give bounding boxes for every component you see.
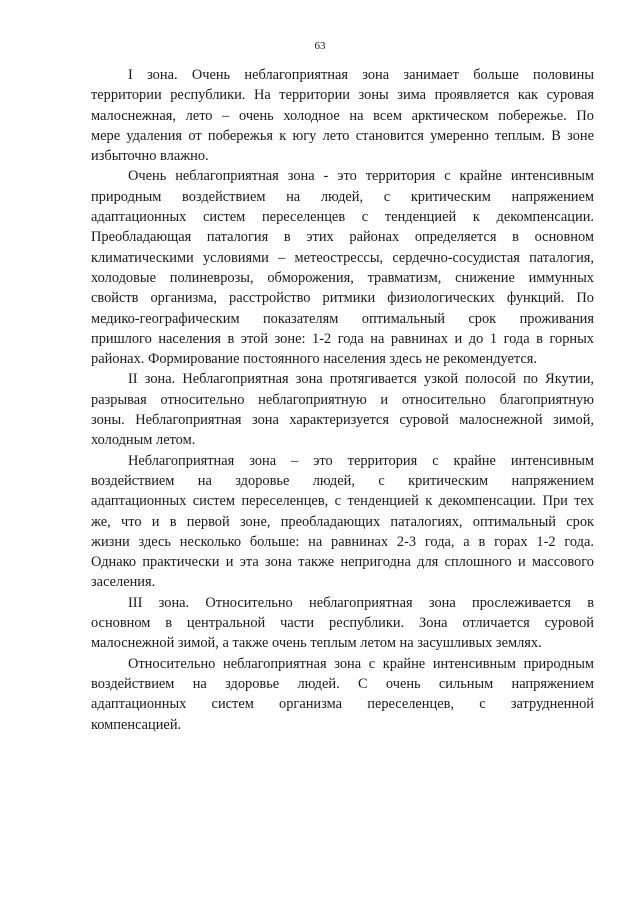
- text-line: избыточно влажно.: [91, 148, 209, 165]
- text-line: природным воздействием на людей, с критическим напряжением: [91, 188, 594, 205]
- page-number: 63: [314, 40, 326, 52]
- text-line: адаптационных систем переселенцев с тенденцией к декомпенсации.: [91, 209, 594, 226]
- paragraph: [91, 166, 594, 369]
- text-line: свойств организма, расстройство ритмики физиологических функций. По: [91, 290, 594, 307]
- text-line: Неблагоприятная зона – это территория с крайне интенсивным: [128, 452, 594, 469]
- paragraph: [91, 369, 594, 450]
- text-line: районах. Формирование постоянного населения здесь не рекомендуется.: [91, 351, 537, 368]
- text-line: Относительно неблагоприятная зона с крайне интенсивным природным: [128, 655, 594, 672]
- paragraph: [91, 593, 594, 654]
- paragraph: [91, 451, 594, 593]
- text-line: климатическими условиями – метеострессы, сердечно-сосудистая паталогия,: [91, 249, 594, 266]
- text-line: адаптационных систем организма переселенцев, с затрудненной: [91, 696, 594, 713]
- text-line: II зона. Неблагоприятная зона протягивается узкой полосой по Якутии,: [128, 371, 594, 388]
- text-line: воздействием на здоровье людей. С очень сильным напряжением: [91, 675, 594, 692]
- paragraph: [91, 65, 594, 166]
- document-body: [91, 65, 594, 735]
- text-line: малоснежной зимой, а также очень теплым летом на засушливых землях.: [91, 635, 542, 652]
- text-line: же, что и в первой зоне, преобладающих паталогиях, оптимальный срок: [91, 513, 594, 530]
- text-line: компенсацией.: [91, 716, 182, 733]
- text-line: Однако практически и эта зона также непригодна для сплошного и массового: [91, 554, 594, 571]
- text-line: I зона. Очень неблагоприятная зона занимает больше половины: [128, 67, 594, 83]
- text-line: медико-географическим показателям оптимальный срок проживания: [91, 310, 594, 327]
- text-line: адаптационных систем переселенцев, с тенденцией к декомпенсации. При тех: [91, 493, 594, 510]
- text-line: малоснежная, лето – очень холодное на всем арктическом побережье. По: [91, 107, 594, 124]
- text-line: III зона. Относительно неблагоприятная зона прослеживается в: [128, 594, 594, 611]
- text-line: Преобладающая паталогия в этих районах определяется в основном: [91, 229, 594, 246]
- text-line: основном в центральной части республики. Зона отличается суровой: [91, 615, 594, 632]
- text-line: Очень неблагоприятная зона - это территория с крайне интенсивным: [128, 168, 594, 185]
- text-line: разрывая относительно неблагоприятную и относительно благоприятную: [91, 391, 594, 408]
- text-line: заселения.: [91, 574, 156, 591]
- text-line: пришлого населения в этой зоне: 1-2 года на равнинах и до 1 года в горных: [91, 330, 594, 347]
- text-line: зоны. Неблагоприятная зона характеризуется суровой малоснежной зимой,: [91, 412, 594, 429]
- text-line: холодным летом.: [91, 432, 196, 449]
- text-line: воздействием на здоровье людей, с критическим напряжением: [91, 472, 594, 489]
- text-line: территории республики. На территории зоны зима проявляется как суровая: [91, 87, 594, 104]
- text-line: мере удаления от побережья к югу лето становится умеренно теплым. В зоне: [91, 127, 594, 144]
- text-line: жизни здесь несколько больше: на равнинах 2-3 года, а в горах 1-2 года.: [91, 533, 594, 550]
- paragraph: [91, 654, 594, 735]
- text-line: холодовые полиневрозы, обморожения, травматизм, снижение иммунных: [91, 269, 594, 286]
